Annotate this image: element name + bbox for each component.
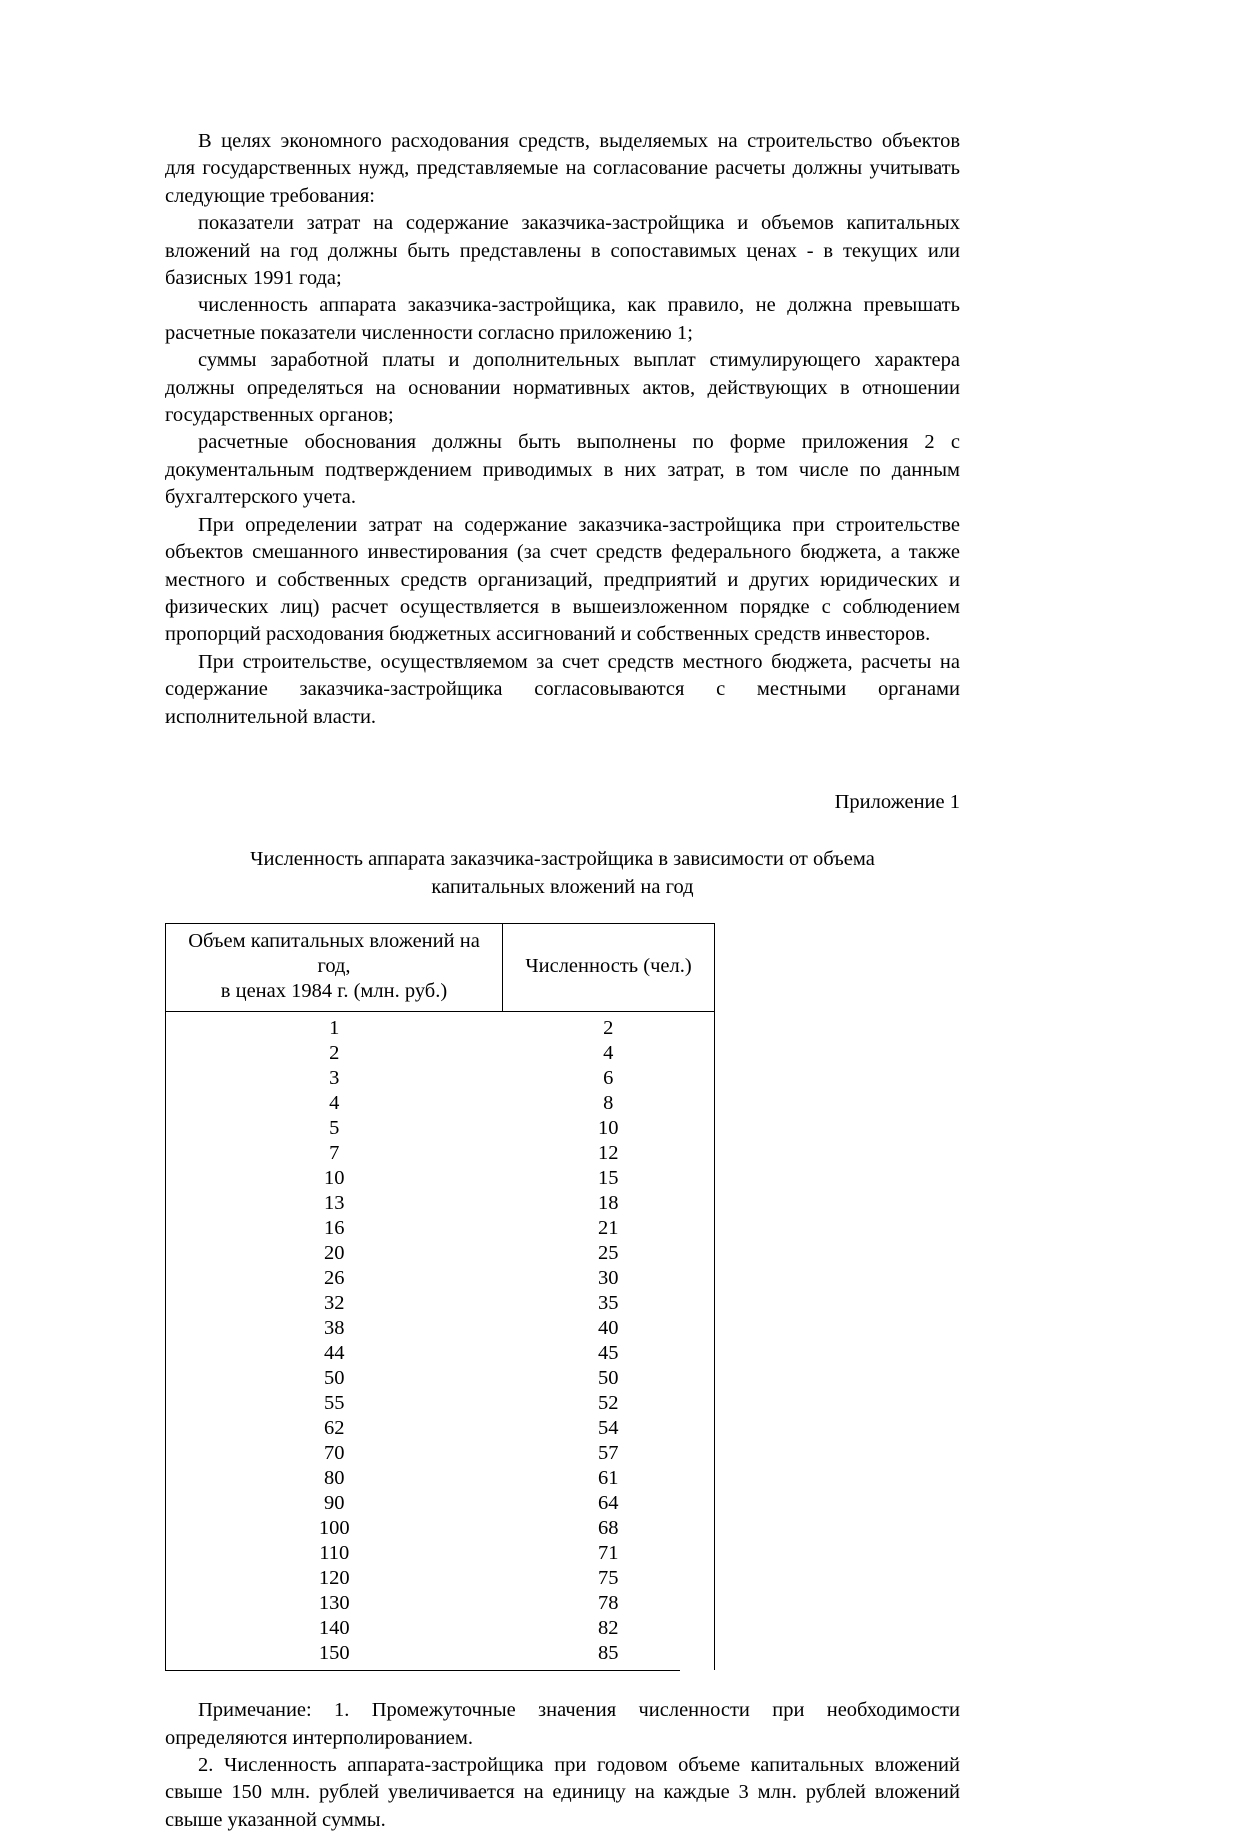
cell-headcount: 18 <box>503 1191 715 1216</box>
document-body <box>165 128 960 1834</box>
table-container <box>165 923 960 1670</box>
cell-volume: 32 <box>166 1291 503 1316</box>
cell-volume: 50 <box>166 1366 503 1391</box>
table-row <box>166 1091 715 1116</box>
cell-headcount: 15 <box>503 1166 715 1191</box>
cell-headcount: 82 <box>503 1616 715 1641</box>
cell-headcount: 52 <box>503 1391 715 1416</box>
table-row <box>166 1491 715 1516</box>
table-row <box>166 1116 715 1141</box>
cell-volume: 110 <box>166 1541 503 1566</box>
table-row <box>166 1591 715 1616</box>
table-row <box>166 1041 715 1066</box>
cell-volume: 62 <box>166 1416 503 1441</box>
cell-headcount: 75 <box>503 1566 715 1591</box>
table-row <box>166 1541 715 1566</box>
cell-headcount: 50 <box>503 1366 715 1391</box>
table-row <box>166 1266 715 1291</box>
table-row <box>166 1391 715 1416</box>
cell-volume: 2 <box>166 1041 503 1066</box>
cell-volume: 120 <box>166 1566 503 1591</box>
cell-headcount: 78 <box>503 1591 715 1616</box>
cell-headcount: 54 <box>503 1416 715 1441</box>
cell-volume: 1 <box>166 1012 503 1042</box>
cell-headcount: 12 <box>503 1141 715 1166</box>
cell-volume: 7 <box>166 1141 503 1166</box>
cell-headcount: 35 <box>503 1291 715 1316</box>
table-row <box>166 1416 715 1441</box>
table-row <box>166 1316 715 1341</box>
cell-headcount: 71 <box>503 1541 715 1566</box>
paragraph-headcount: численность аппарата заказчика-застройщика, как правило, не должна превышать расчетные показатели численности согласно приложению 1; <box>165 294 960 344</box>
cell-volume: 44 <box>166 1341 503 1366</box>
cell-headcount: 45 <box>503 1341 715 1366</box>
cell-volume: 70 <box>166 1441 503 1466</box>
table-header <box>166 924 715 1012</box>
cell-volume: 90 <box>166 1491 503 1516</box>
cell-volume: 3 <box>166 1066 503 1091</box>
table-row <box>166 1291 715 1316</box>
cell-volume: 130 <box>166 1591 503 1616</box>
table-caption: Численность аппарата заказчика-застройщика в зависимости от объема капитальных вложений на год <box>250 848 875 898</box>
column-header-volume <box>166 924 503 1012</box>
table-row <box>166 1191 715 1216</box>
cell-volume: 150 <box>166 1641 503 1670</box>
table-row <box>166 1616 715 1641</box>
paragraph-mixed-investment: При определении затрат на содержание заказчика-застройщика при строительстве объектов смешанного инвестирования (за счет средств федерального бюджета, а также местного и собственных средств организаций, предприятий и других юридических и физических лиц) расчет осуществляется в вышеизложенном порядке с соблюдением пропорций расходования бюджетных ассигнований и собственных средств инвесторов. <box>165 513 960 646</box>
cell-headcount: 61 <box>503 1466 715 1491</box>
cell-headcount: 6 <box>503 1066 715 1091</box>
column-header-headcount: Численность (чел.) <box>503 924 715 1012</box>
cell-volume: 55 <box>166 1391 503 1416</box>
table-row <box>166 1441 715 1466</box>
cell-headcount: 10 <box>503 1116 715 1141</box>
cell-headcount: 30 <box>503 1266 715 1291</box>
table-row <box>166 1516 715 1541</box>
table-row <box>166 1341 715 1366</box>
table-bottom-border <box>165 1670 680 1671</box>
cell-volume: 100 <box>166 1516 503 1541</box>
cell-headcount: 25 <box>503 1241 715 1266</box>
paragraph-local-budget: При строительстве, осуществляемом за счет средств местного бюджета, расчеты на содержание заказчика-застройщика согласовываются с местными органами исполнительной власти. <box>165 650 960 728</box>
column-header-volume-line2: в ценах 1984 г. (млн. руб.) <box>220 980 448 1003</box>
table-body <box>166 1012 715 1671</box>
cell-headcount: 85 <box>503 1641 715 1670</box>
cell-volume: 38 <box>166 1316 503 1341</box>
table-row <box>166 1216 715 1241</box>
paragraph-indicators: показатели затрат на содержание заказчика-застройщика и объемов капитальных вложений на год должны быть представлены в сопоставимых ценах - в текущих или базисных 1991 года; <box>165 212 960 290</box>
cell-volume: 4 <box>166 1091 503 1116</box>
note-2: 2. Численность аппарата-застройщика при годовом объеме капитальных вложений свыше 150 млн. рублей увеличивается на единицу на каждые 3 млн. рублей вложений свыше указанной суммы. <box>165 1753 960 1831</box>
headcount-table <box>165 923 715 1670</box>
table-row <box>166 1241 715 1266</box>
table-row <box>166 1566 715 1591</box>
cell-volume: 20 <box>166 1241 503 1266</box>
notes-section <box>165 1697 960 1834</box>
paragraph-intro: В целях экономного расходования средств, выделяемых на строительство объектов для государственных нужд, представляемые на согласование расчеты должны учитывать следующие требования: <box>165 130 960 207</box>
cell-headcount: 21 <box>503 1216 715 1241</box>
paragraph-justification: расчетные обоснования должны быть выполнены по форме приложения 2 с документальным подтверждением приводимых в них затрат, в том числе по данным бухгалтерского учета. <box>165 431 960 509</box>
cell-headcount: 57 <box>503 1441 715 1466</box>
cell-volume: 26 <box>166 1266 503 1291</box>
cell-volume: 16 <box>166 1216 503 1241</box>
table-row <box>166 1141 715 1166</box>
cell-headcount: 2 <box>503 1012 715 1042</box>
cell-headcount: 40 <box>503 1316 715 1341</box>
cell-headcount: 64 <box>503 1491 715 1516</box>
paragraph-salary: суммы заработной платы и дополнительных выплат стимулирующего характера должны определяться на основании нормативных актов, действующих в отношении государственных органов; <box>165 349 960 427</box>
note-1: Примечание: 1. Промежуточные значения численности при необходимости определяются интерполированием. <box>165 1699 960 1749</box>
cell-headcount: 68 <box>503 1516 715 1541</box>
table-row <box>166 1166 715 1191</box>
cell-volume: 13 <box>166 1191 503 1216</box>
table-row <box>166 1366 715 1391</box>
cell-volume: 80 <box>166 1466 503 1491</box>
column-header-volume-line1: Объем капитальных вложений на год, <box>188 930 480 978</box>
table-row <box>166 1012 715 1042</box>
cell-headcount: 8 <box>503 1091 715 1116</box>
cell-volume: 10 <box>166 1166 503 1191</box>
table-row <box>166 1466 715 1491</box>
table-header-row <box>166 924 715 1012</box>
appendix-label: Приложение 1 <box>834 790 960 813</box>
table-row <box>166 1641 715 1670</box>
cell-headcount: 4 <box>503 1041 715 1066</box>
cell-volume: 5 <box>166 1116 503 1141</box>
table-row <box>166 1066 715 1091</box>
cell-volume: 140 <box>166 1616 503 1641</box>
